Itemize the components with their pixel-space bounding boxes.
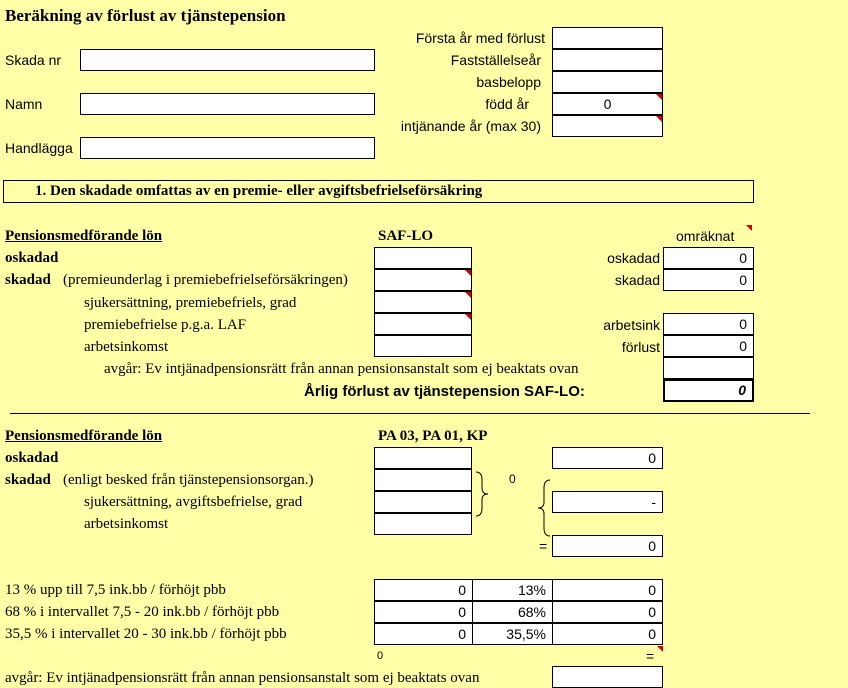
page-title: Beräkning av förlust av tjänstepension [5,6,286,25]
skada-nr-label: Skada nr [5,52,62,68]
pa-avgar-input[interactable] [552,666,663,688]
left-brace-icon [536,478,552,538]
saf-oskadad-input[interactable] [374,247,472,269]
basbelopp-label: basbelopp [476,74,541,90]
pa-brace-value: 0 [509,472,516,486]
saf-r-arbetsink-label: arbetsink [603,317,660,333]
pa-minus-value: - [552,491,663,513]
saf-col-title: SAF-LO [378,228,434,244]
pa-row2-b: 0 [552,601,663,623]
pa-row3-label: 35,5 % i intervallet 20 - 30 ink.bb / förhöjt pbb [5,626,287,642]
pa-row3-b: 0 [552,623,663,645]
saf-avgar-label: avgår: Ev intjänadpensionsrätt från annan pensionsanstalt som ej beaktats ovan [104,361,579,377]
pa-skadad-label: skadad [5,472,51,488]
pa-skadad-note: (enligt besked från tjänstepensionsorgan.) [63,472,314,488]
namn-label: Namn [5,96,43,112]
pa-row3-pct: 35,5% [472,623,553,645]
comment-marker-icon [657,646,663,652]
pa-row1-label: 13 % upp till 7,5 ink.bb / förhöjt pbb [5,582,226,598]
saf-arbetsinkomst-label: arbetsinkomst [84,339,169,355]
saf-sjuk-label: sjukersättning, premiebefriels, grad [84,295,297,311]
faststallelsear-input[interactable] [552,49,663,71]
pa-result-value: 0 [552,535,663,557]
right-brace-icon [474,470,490,518]
intjanande-ar-input[interactable] [552,115,663,137]
saf-skadad-input[interactable] [374,269,472,291]
saf-col-label: Pensionsmedförande lön [5,228,163,244]
pa-equals-sign: = [539,538,548,554]
pa-row3-a: 0 [374,623,473,645]
saf-r-skadad-value: 0 [663,269,754,291]
pa-arbetsinkomst-label: arbetsinkomst [84,516,169,532]
saf-r-arbetsink-value: 0 [663,313,754,335]
pa-col-title: PA 03, PA 01, KP [378,428,488,444]
handlaggare-input[interactable] [80,137,375,159]
saf-premiebefrielse-input[interactable] [374,313,472,335]
saf-skadad-label: skadad [5,272,51,288]
namn-input[interactable] [80,93,375,115]
section-divider [10,413,810,414]
saf-arlig-value: 0 [663,379,754,402]
pa-row1-a: 0 [374,579,473,601]
pa-oskadad-label: oskadad [5,450,59,466]
pa-skadad-input[interactable] [374,469,472,491]
pa-below-zero: 0 [377,650,384,662]
omraknat-label: omräknat [676,228,735,244]
pa-row2-label: 68 % i intervallet 7,5 - 20 ink.bb / förhöjt pbb [5,604,280,620]
pa-sjuk-label: sjukersättning, avgiftsbefrielse, grad [84,494,303,510]
forsta-ar-label: Första år med förlust [415,30,545,46]
saf-arbetsinkomst-input[interactable] [374,335,472,357]
saf-skadad-note: (premieunderlag i premiebefrielseförsäkringen) [63,272,348,288]
pa-oskadad-value: 0 [552,447,663,469]
comment-marker-icon [746,225,752,231]
pa-row2-pct: 68% [472,601,553,623]
basbelopp-input[interactable] [552,71,663,93]
pa-table-equals: = [646,648,655,664]
saf-r-forlust-value: 0 [663,335,754,357]
fodd-ar-label: född år [485,96,529,112]
pa-row1-pct: 13% [472,579,553,601]
faststallelsear-label: Fastställelseår [450,52,541,68]
saf-r-skadad-label: skadad [614,272,660,288]
pa-oskadad-input[interactable] [374,447,472,469]
saf-avgar-input[interactable] [663,357,754,379]
saf-sjuk-input[interactable] [374,291,472,313]
pa-row2-a: 0 [374,601,473,623]
saf-r-forlust-label: förlust [621,339,660,355]
saf-arlig-label: Årlig förlust av tjänstepension SAF-LO: [304,383,585,400]
skada-nr-input[interactable] [80,49,375,71]
handlaggare-label: Handlägga [5,140,73,156]
pa-avgar-label: avgår: Ev intjänadpensionsrätt från annan pensionsanstalt som ej beaktats ovan [5,670,480,686]
pa-arbetsinkomst-input[interactable] [374,513,472,535]
pa-sjuk-input[interactable] [374,491,472,513]
saf-premiebefrielse-label: premiebefrielse p.g.a. LAF [84,317,247,333]
forsta-ar-input[interactable] [552,27,663,49]
fodd-ar-value[interactable]: 0 [552,93,663,115]
saf-r-oskadad-label: oskadad [607,250,660,266]
pa-row1-b: 0 [552,579,663,601]
pa-col-label: Pensionsmedförande lön [5,428,163,444]
section1-heading: 1. Den skadade omfattas av en premie- eller avgiftsbefrielseförsäkring [35,183,483,199]
saf-oskadad-label: oskadad [5,250,59,266]
saf-r-oskadad-value: 0 [663,247,754,269]
intjanande-ar-label: intjänande år (max 30) [400,118,541,134]
